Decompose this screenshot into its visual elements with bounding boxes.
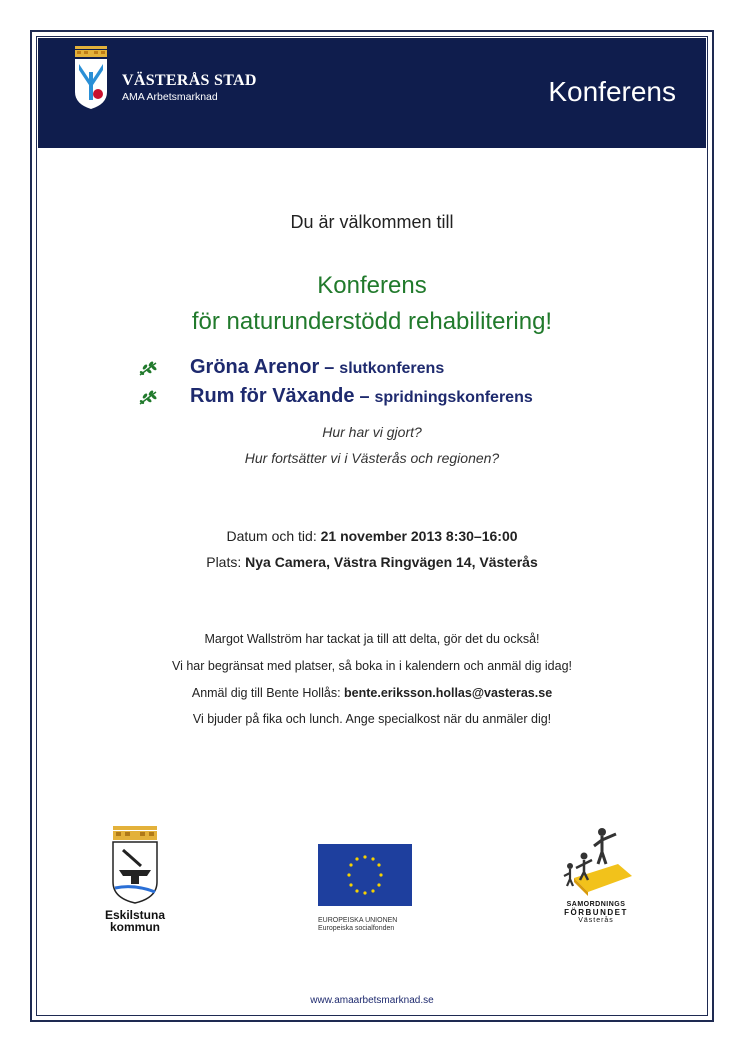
eu-logo <box>318 844 414 933</box>
question-2: Hur fortsätter vi i Västerås och regionen? <box>244 450 500 466</box>
place-value: Nya Camera, Västra Ringvägen 14, Västerås <box>245 554 538 570</box>
header-banner <box>38 38 706 148</box>
eskilstuna-crest-icon <box>105 826 165 904</box>
signup-email-link[interactable]: bente.eriksson.hollas@vasteras.se <box>344 686 553 700</box>
brand-name: VÄSTERÅS STAD <box>122 72 257 89</box>
footer-url-link[interactable]: www.amaarbetsmarknad.se <box>310 995 434 1006</box>
conference-title: Konferens <box>317 272 427 299</box>
bullet-main-label: Gröna Arenor <box>190 356 320 378</box>
date-label: Datum och tid: <box>226 528 321 544</box>
body-line-2: Vi har begränsat med platser, så boka in i kalendern och anmäl dig idag! <box>171 659 573 673</box>
eskilstuna-logo <box>100 826 170 936</box>
date-value: 21 november 2013 8:30–16:00 <box>320 528 518 544</box>
eu-union-label: EUROPEISKA UNIONEN <box>318 917 398 924</box>
leaf-icon <box>138 390 158 406</box>
bullet-separator: – <box>354 386 375 406</box>
eskilstuna-kommun: kommun <box>109 920 160 934</box>
eu-flag-icon <box>318 844 412 906</box>
bullet-separator: – <box>319 357 340 377</box>
leaf-icon <box>138 361 158 377</box>
samordnings-label: SAMORDNINGS <box>566 901 626 908</box>
brand-block <box>122 72 257 103</box>
place-label: Plats: <box>206 554 246 570</box>
date-line <box>38 528 706 544</box>
vasteras-label: Västerås <box>578 917 614 924</box>
question-1: Hur har vi gjort? <box>322 424 422 440</box>
place-line <box>38 554 706 570</box>
body-line-3 <box>38 686 706 700</box>
header-title: Konferens <box>548 76 676 107</box>
body-line-4: Vi bjuder på fika och lunch. Ange specialkost när du anmäler dig! <box>192 712 552 726</box>
eskilstuna-name: Eskilstuna <box>104 908 166 922</box>
body-line-1: Margot Wallström har tackat ja till att delta, gör det du också! <box>204 632 540 646</box>
forbundet-label: FÖRBUNDET <box>564 908 628 917</box>
bullet-sub-label: slutkonferens <box>339 360 445 377</box>
samordnings-figures-icon <box>554 826 638 896</box>
bullet-sub-label: spridningskonferens <box>374 389 533 406</box>
brand-subtitle: AMA Arbetsmarknad <box>122 91 218 103</box>
welcome-text: Du är välkommen till <box>290 212 454 232</box>
signup-label: Anmäl dig till Bente Hollås: <box>191 686 345 700</box>
eu-fund-label: Europeiska socialfonden <box>318 925 395 932</box>
bullet-main-label: Rum för Växande <box>190 385 355 407</box>
conference-subtitle: för naturunderstödd rehabilitering! <box>191 308 553 335</box>
samordningsforbundet-logo <box>548 826 644 924</box>
vasteras-crest-icon <box>72 46 110 110</box>
